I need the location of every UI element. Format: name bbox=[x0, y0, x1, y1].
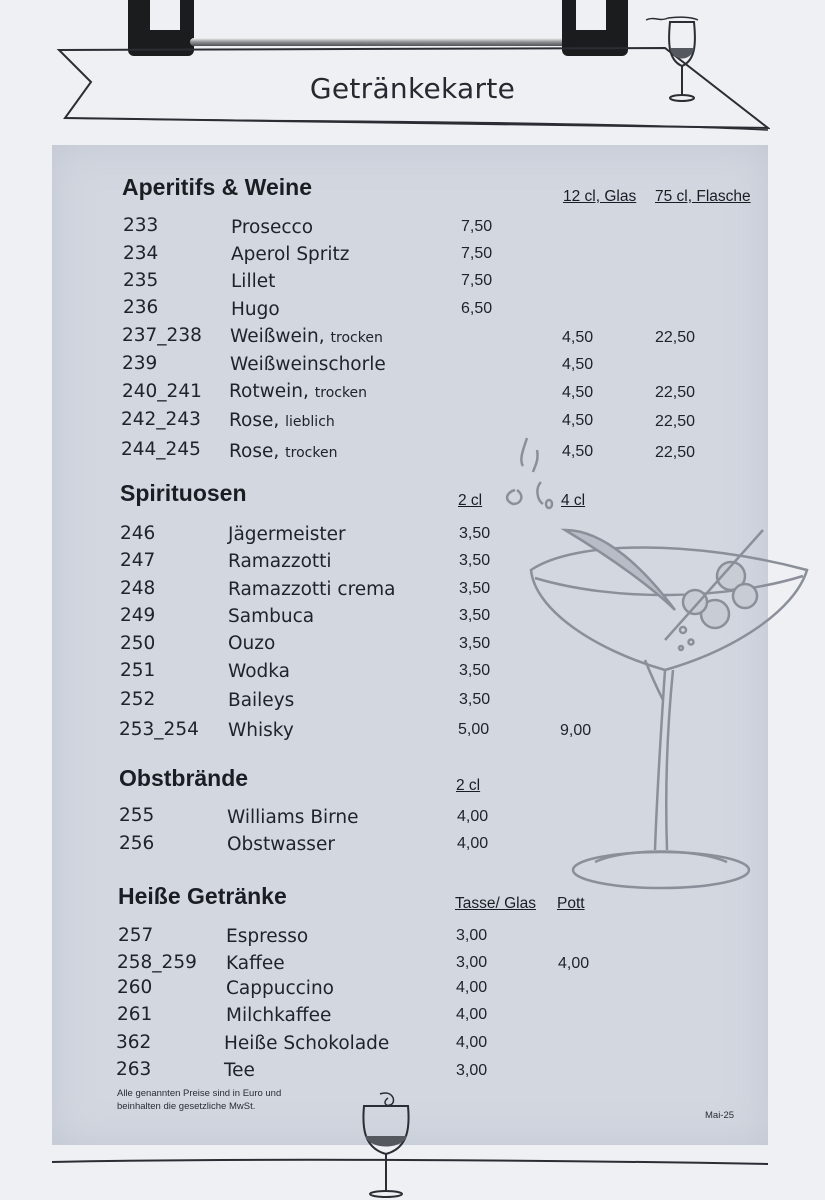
item-name: Heiße Schokolade bbox=[224, 1033, 390, 1054]
section-spirits-title: Spirituosen bbox=[120, 480, 247, 506]
item-price: 7,50 bbox=[461, 272, 493, 289]
item-price: 6,50 bbox=[461, 300, 493, 317]
col-head-mug: Pott bbox=[557, 895, 585, 912]
item-number: 246 bbox=[120, 523, 156, 544]
item-name: Obstwasser bbox=[227, 834, 335, 855]
item-name: Ouzo bbox=[228, 633, 276, 654]
item-number: 240_241 bbox=[122, 381, 202, 402]
wine-glass-icon bbox=[640, 12, 702, 104]
item-name: Kaffee bbox=[226, 953, 285, 974]
item-note: trocken bbox=[330, 330, 383, 346]
item-name: Rotwein, trocken bbox=[229, 381, 368, 402]
item-number: 260 bbox=[117, 977, 153, 998]
item-number: 251 bbox=[120, 660, 156, 681]
item-price: 4,00 bbox=[456, 1006, 488, 1023]
item-price: 7,50 bbox=[461, 218, 493, 235]
item-number: 253_254 bbox=[119, 719, 199, 740]
section-fruit-title: Obstbrände bbox=[119, 765, 249, 791]
item-price: 3,00 bbox=[456, 927, 488, 944]
item-name: Tee bbox=[224, 1060, 255, 1081]
item-price: 3,50 bbox=[459, 691, 491, 708]
item-number: 250 bbox=[120, 633, 156, 654]
item-price: 3,50 bbox=[459, 635, 491, 652]
item-number: 255 bbox=[119, 805, 155, 826]
item-note: trocken bbox=[314, 385, 368, 401]
item-number: 242_243 bbox=[121, 409, 201, 430]
item-name: Rose, trocken bbox=[229, 441, 338, 462]
item-price: 4,00 bbox=[456, 979, 488, 996]
item-name: Aperol Spritz bbox=[231, 244, 350, 265]
tax-note: Alle genannten Preise sind in Euro und beinhalten die gesetzliche MwSt. bbox=[117, 1088, 282, 1112]
wine-glass-icon bbox=[358, 1092, 416, 1200]
item-number: 248 bbox=[120, 578, 156, 599]
menu-title: Getränkekarte bbox=[309, 72, 516, 105]
col-head-2cl: 2 cl bbox=[458, 492, 483, 509]
col-head-bottle: 75 cl, Flasche bbox=[655, 188, 751, 205]
item-name: Ramazzotti bbox=[228, 551, 332, 572]
item-name: Williams Birne bbox=[227, 807, 359, 828]
item-name: Wodka bbox=[228, 661, 290, 682]
item-name: Weißwein, trocken bbox=[230, 326, 383, 347]
item-price-bottle: 22,50 bbox=[655, 329, 696, 346]
item-name: Weißweinschorle bbox=[230, 354, 386, 375]
item-price-4cl: 9,00 bbox=[560, 722, 592, 739]
item-price: 4,00 bbox=[456, 1034, 488, 1051]
item-name: Sambuca bbox=[228, 606, 315, 627]
item-price-glass: 4,50 bbox=[562, 356, 594, 373]
item-price: 3,50 bbox=[459, 607, 491, 624]
section-hot-title: Heiße Getränke bbox=[118, 883, 287, 909]
item-number: 239 bbox=[122, 353, 158, 374]
item-name: Hugo bbox=[231, 299, 280, 320]
item-price: 4,00 bbox=[457, 835, 489, 852]
item-name: Cappuccino bbox=[226, 978, 334, 999]
col-head-cup: Tasse/ Glas bbox=[455, 895, 536, 912]
item-price: 7,50 bbox=[461, 245, 493, 262]
item-price: 3,00 bbox=[456, 1062, 488, 1079]
item-number: 235 bbox=[123, 270, 159, 291]
item-note: lieblich bbox=[285, 414, 335, 430]
item-number: 237_238 bbox=[122, 325, 202, 346]
item-price-bottle: 22,50 bbox=[655, 384, 696, 401]
martini-glass-icon bbox=[495, 430, 815, 900]
section-aperitifs-title: Aperitifs & Weine bbox=[122, 174, 312, 200]
item-price-glass: 4,50 bbox=[562, 443, 594, 460]
item-number: 234 bbox=[123, 243, 159, 264]
item-name: Baileys bbox=[228, 690, 295, 711]
item-number: 261 bbox=[117, 1004, 153, 1025]
item-name: Milchkaffee bbox=[226, 1005, 332, 1026]
item-name: Ramazzotti crema bbox=[228, 579, 396, 600]
item-number: 233 bbox=[123, 215, 159, 236]
item-name: Prosecco bbox=[231, 217, 314, 238]
item-price: 3,50 bbox=[459, 662, 491, 679]
item-number: 257 bbox=[118, 925, 154, 946]
item-price: 3,50 bbox=[459, 580, 491, 597]
item-number: 244_245 bbox=[121, 439, 201, 460]
item-name: Jägermeister bbox=[228, 524, 346, 545]
item-number: 256 bbox=[119, 833, 155, 854]
item-price-bottle: 22,50 bbox=[655, 444, 696, 461]
item-price-glass: 4,50 bbox=[562, 412, 594, 429]
item-price-glass: 4,50 bbox=[562, 329, 594, 346]
item-note: trocken bbox=[285, 445, 338, 461]
item-price-mug: 4,00 bbox=[558, 955, 590, 972]
item-price-bottle: 22,50 bbox=[655, 413, 696, 430]
item-name: Rose, lieblich bbox=[229, 410, 335, 431]
item-number: 263 bbox=[116, 1059, 152, 1080]
item-price: 4,00 bbox=[457, 808, 489, 825]
item-number: 258_259 bbox=[117, 952, 197, 973]
item-price-glass: 4,50 bbox=[562, 384, 594, 401]
item-price-cup: 3,00 bbox=[456, 954, 488, 971]
item-number: 249 bbox=[120, 605, 156, 626]
item-name: Espresso bbox=[226, 926, 309, 947]
item-number: 252 bbox=[120, 689, 156, 710]
col-head-glass: 12 cl, Glas bbox=[563, 188, 637, 205]
col-head-2cl: 2 cl bbox=[456, 777, 481, 794]
item-name: Lillet bbox=[231, 271, 276, 292]
col-head-4cl: 4 cl bbox=[561, 492, 586, 509]
item-price-2cl: 5,00 bbox=[458, 721, 490, 738]
item-number: 236 bbox=[123, 297, 159, 318]
item-name: Whisky bbox=[228, 720, 294, 741]
item-price: 3,50 bbox=[459, 525, 491, 542]
item-number: 247 bbox=[120, 550, 156, 571]
item-number: 362 bbox=[116, 1032, 152, 1053]
item-price: 3,50 bbox=[459, 552, 491, 569]
version-code: Mai-25 bbox=[705, 1110, 735, 1121]
